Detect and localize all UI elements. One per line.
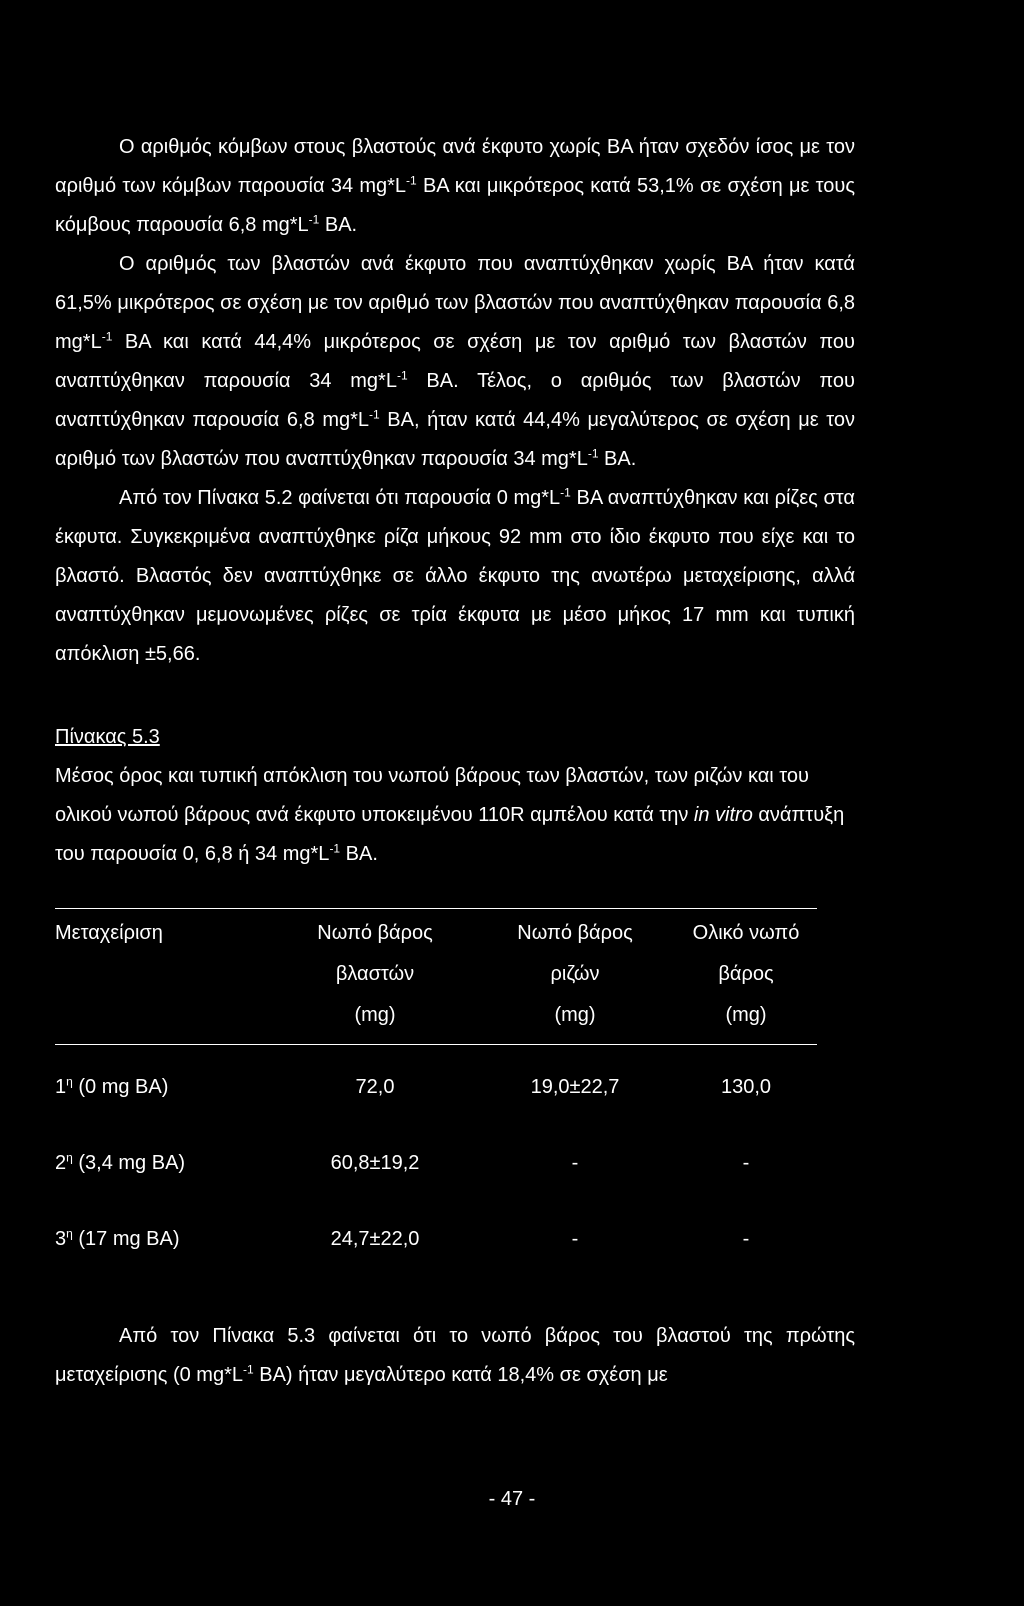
superscript: η	[66, 1150, 73, 1165]
treatment-label: (3,4 mg BA)	[72, 1152, 186, 1174]
cell-shoot: 72,0	[355, 1076, 395, 1098]
text-span: ΒΑ) ήταν μεγαλύτερο κατά 18,4% σε σχέση με	[253, 1364, 668, 1386]
row-number: 1	[55, 1076, 67, 1098]
paragraph-closing	[55, 1317, 855, 1395]
header-treatment	[55, 913, 275, 1036]
page-number: - 47 -	[488, 1488, 536, 1510]
cell-treatment	[55, 1225, 275, 1253]
superscript: -1	[308, 212, 320, 227]
header-shoot-weight	[275, 913, 475, 1036]
text-span: ΒΑ και μικρότερος κατά 53,1% σε σχέση με τους κόμβους παρουσία 6,8 mg*L	[55, 175, 855, 236]
superscript: -1	[369, 407, 380, 422]
treatment-label: (17 mg BA)	[72, 1228, 180, 1250]
cell-shoot: 24,7±22,0	[330, 1228, 420, 1250]
cell-total: -	[742, 1228, 750, 1250]
superscript: -1	[587, 446, 599, 461]
cell-treatment	[55, 1073, 275, 1101]
text-span: ΒΑ. Τέλος, ο αριθμός των βλαστών που αναπτύχθηκαν παρουσία 6,8 mg*L	[55, 370, 855, 431]
table-top-rule	[55, 908, 817, 909]
header-line: (mg)	[725, 1004, 767, 1026]
header-line: Νωπό βάρος	[317, 922, 433, 944]
header-line: βλαστών	[335, 963, 415, 985]
paragraph-nodes	[55, 128, 855, 245]
text-span: Μέσος όρος και τυπική απόκλιση του νωπού βάρους των βλαστών, των ριζών και του ολικού νωπού βάρους ανά έκφυτο υποκειμένου 110R αμπέλου κατά την	[55, 765, 809, 826]
text-span: Από τον Πίνακα 5.3 φαίνεται ότι το νωπό βάρος του βλαστού της πρώτης μεταχείρισης (0 mg*L	[55, 1325, 855, 1386]
text-span: ΒΑ αναπτύχθηκαν και ρίζες στα έκφυτα. Συγκεκριμένα αναπτύχθηκε ρίζα μήκους 92 mm στο ίδιο έκφυτο που είχε και το βλαστό. Βλαστός δεν αναπτύχθηκε σε άλλο έκφυτο της ανωτέρω μεταχείρισης, αλλά αναπτύχθηκαν μεμονωμένες ρίζες σε τρία έκφυτα με μέσο μήκος 17 mm και τυπική απόκλιση ±5,66.	[55, 487, 855, 665]
table-header-row	[55, 913, 817, 1036]
cell-root: -	[571, 1152, 579, 1174]
table-row	[55, 1073, 817, 1101]
treatment-label: (0 mg BA)	[72, 1076, 169, 1098]
text-span: ΒΑ, ήταν κατά 44,4% μεγαλύτερος σε σχέση με τον αριθμό των βλαστών που αναπτύχθηκαν παρουσία 34 mg*L	[55, 409, 855, 470]
cell-shoot: 60,8±19,2	[330, 1152, 420, 1174]
header-line: (mg)	[354, 1004, 396, 1026]
table-caption	[55, 757, 855, 874]
header-line: Μεταχείριση	[55, 922, 163, 944]
header-total-weight	[675, 913, 817, 1036]
superscript: -1	[560, 485, 571, 500]
text-span: ΒΑ και κατά 44,4% μικρότερος σε σχέση με τον αριθμό των βλαστών που αναπτύχθηκαν παρουσία 34 mg*L	[55, 331, 855, 392]
cell-total: 130,0	[720, 1076, 772, 1098]
table-header-rule	[55, 1044, 817, 1045]
table-row	[55, 1149, 817, 1177]
text-span: ΒΑ.	[319, 214, 358, 236]
header-line: Ολικό νωπό	[692, 922, 800, 944]
superscript: -1	[329, 841, 341, 856]
table-title: Πίνακας 5.3	[55, 726, 160, 748]
text-span: ΒΑ.	[598, 448, 637, 470]
paragraph-roots	[55, 479, 855, 674]
header-line: ριζών	[550, 963, 600, 985]
header-line: (mg)	[554, 1004, 596, 1026]
superscript: η	[66, 1074, 73, 1089]
text-span: ανάπτυξη του παρουσία 0, 6,8 ή 34 mg*L	[55, 804, 845, 865]
cell-root: -	[571, 1228, 579, 1250]
text-span: Από τον Πίνακα 5.2 φαίνεται ότι παρουσία 0 mg*L	[119, 487, 561, 509]
superscript: η	[66, 1226, 73, 1241]
cell-total: -	[742, 1152, 750, 1174]
cell-treatment	[55, 1149, 275, 1177]
cell-root: 19,0±22,7	[530, 1076, 620, 1098]
superscript: -1	[396, 368, 408, 383]
weights-table	[55, 908, 817, 1253]
header-line: Νωπό βάρος	[517, 922, 633, 944]
text-span: Ο αριθμός κόμβων στους βλαστούς ανά έκφυτο χωρίς ΒΑ ήταν σχεδόν ίσος με τον αριθμό των κόμβων παρουσία 34 mg*L	[55, 136, 855, 197]
header-line: βάρος	[718, 963, 774, 985]
text-span: ΒΑ.	[340, 843, 378, 865]
superscript: -1	[243, 1362, 254, 1377]
paragraph-shoots	[55, 245, 855, 479]
row-number: 2	[55, 1152, 67, 1174]
row-number: 3	[55, 1228, 67, 1250]
header-root-weight	[475, 913, 675, 1036]
italic-text: in vitro	[693, 804, 753, 826]
text-span: Ο αριθμός των βλαστών ανά έκφυτο που αναπτύχθηκαν χωρίς ΒΑ ήταν κατά 61,5% μικρότερος σε σχέση με τον αριθμό των βλαστών που αναπτύχθηκαν παρουσία 6,8 mg*L	[55, 253, 855, 353]
table-row	[55, 1225, 817, 1253]
document-page	[55, 128, 855, 1395]
superscript: -1	[101, 329, 113, 344]
superscript: -1	[406, 173, 417, 188]
